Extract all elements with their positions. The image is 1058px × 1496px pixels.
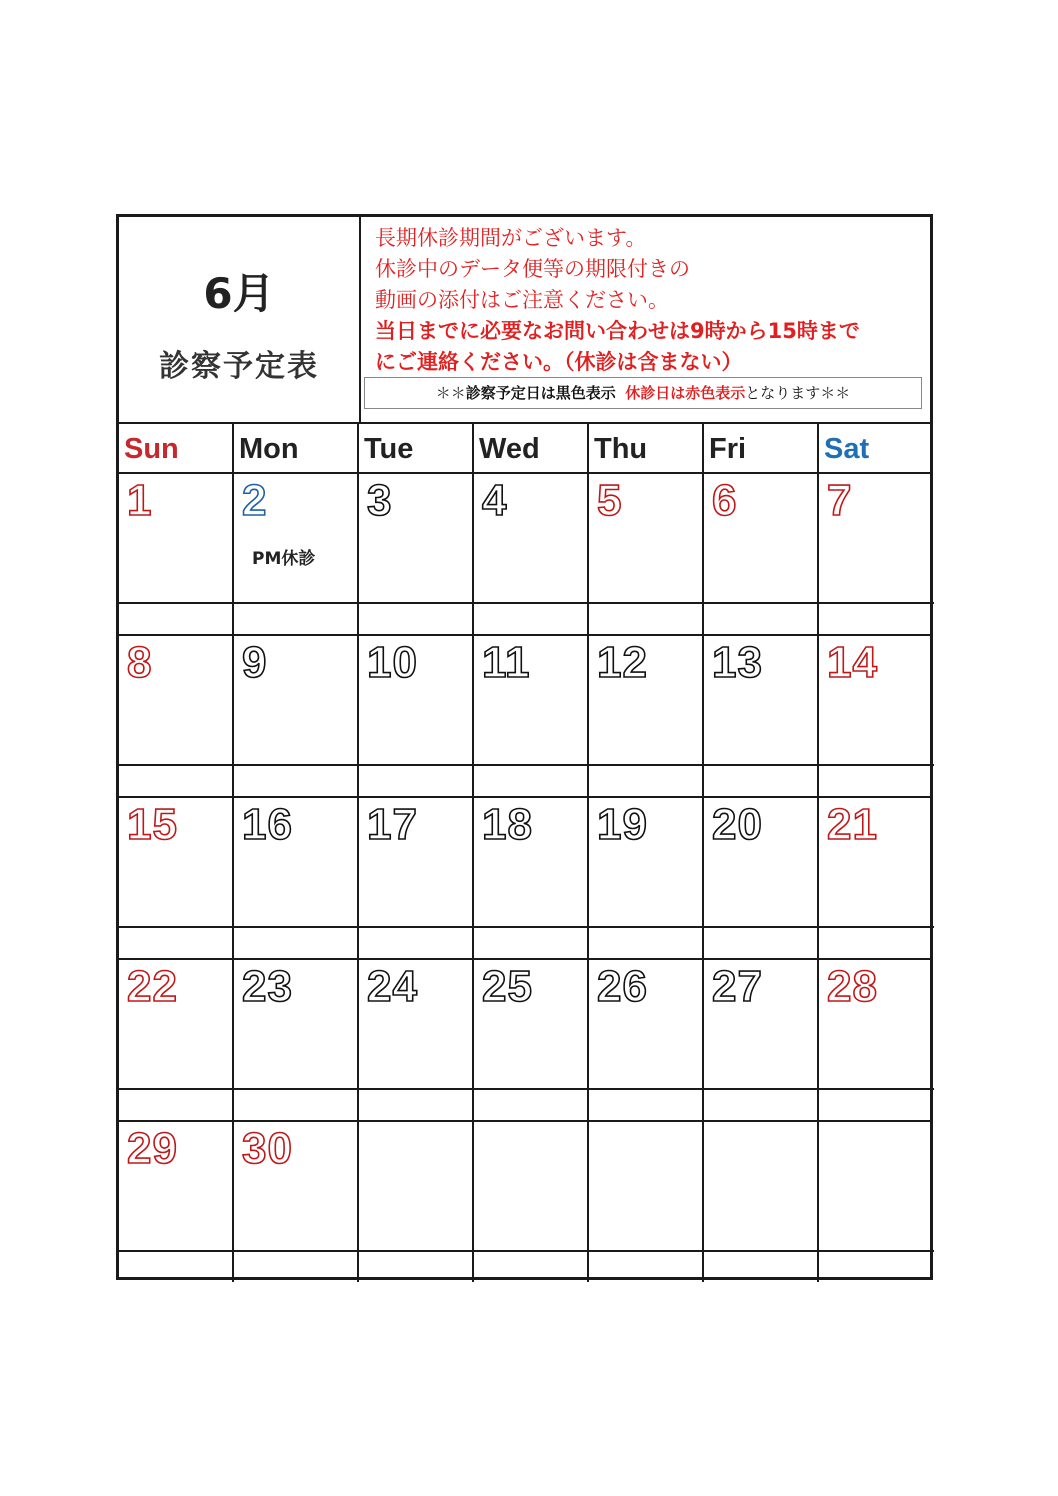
date-number: 2 [242, 476, 268, 525]
cell-footer-strip [474, 602, 587, 634]
cell-footer-strip [359, 764, 472, 796]
weekday-thu: Thu [589, 422, 704, 472]
cell-footer-strip [704, 1088, 817, 1120]
cell-footer-strip [589, 764, 702, 796]
notice-line: 当日までに必要なお問い合わせは9時から15時まで [375, 319, 860, 343]
weekday-mon: Mon [234, 422, 359, 472]
cell-footer-strip [359, 926, 472, 958]
date-number: 1 [127, 476, 153, 525]
date-number: 16 [242, 800, 293, 849]
cell-footer-strip [119, 926, 232, 958]
date-number: 17 [367, 800, 418, 849]
day-cell [234, 798, 359, 958]
color-legend [364, 377, 922, 409]
cell-footer-strip [589, 1250, 702, 1282]
day-cell [819, 636, 934, 796]
cell-footer-strip [234, 1088, 357, 1120]
day-cell [704, 636, 819, 796]
day-cell [119, 636, 234, 796]
legend-suffix: となります＊＊ [745, 384, 851, 402]
cell-footer-strip [819, 1088, 934, 1120]
day-cell [704, 1122, 819, 1282]
date-number: 15 [127, 800, 178, 849]
date-number: 18 [482, 800, 533, 849]
day-cell [474, 960, 589, 1120]
day-note: PM休診 [252, 549, 316, 569]
week-row [119, 634, 930, 796]
week-row [119, 796, 930, 958]
day-cell [474, 474, 589, 634]
weekday-wed: Wed [474, 422, 589, 472]
date-number: 14 [827, 638, 878, 687]
month-title: 6月 [203, 269, 275, 318]
title-box [119, 217, 361, 422]
date-number: 22 [127, 962, 178, 1011]
weekday-sat: Sat [824, 433, 870, 465]
day-cell [234, 474, 359, 634]
cell-footer-strip [234, 602, 357, 634]
schedule-subtitle: 診察予定表 [159, 349, 319, 384]
date-number: 3 [367, 476, 393, 525]
day-cell [474, 636, 589, 796]
day-cell [359, 636, 474, 796]
day-cell [819, 798, 934, 958]
date-number: 29 [127, 1124, 178, 1173]
day-cell [119, 798, 234, 958]
calendar [116, 214, 933, 1280]
cell-footer-strip [589, 602, 702, 634]
day-cell [359, 798, 474, 958]
day-cell [589, 798, 704, 958]
cell-footer-strip [589, 926, 702, 958]
day-cell [234, 1122, 359, 1282]
notice-line: 長期休診期間がございます。 [375, 226, 647, 250]
weekday-sun: Sun [119, 422, 234, 472]
legend-prefix: ＊＊ [435, 384, 466, 402]
week-row [119, 1120, 930, 1282]
day-cell [359, 1122, 474, 1282]
closure-notice [375, 223, 860, 378]
cell-footer-strip [819, 926, 934, 958]
day-cell [119, 960, 234, 1120]
day-cell [234, 960, 359, 1120]
notice-line: 動画の添付はご注意ください。 [375, 288, 669, 312]
date-number: 30 [242, 1124, 293, 1173]
date-number: 25 [482, 962, 533, 1011]
cell-footer-strip [359, 1250, 472, 1282]
day-cell [474, 798, 589, 958]
date-number: 24 [367, 962, 418, 1011]
day-cell [359, 474, 474, 634]
day-cell [704, 474, 819, 634]
day-cell [819, 474, 934, 634]
cell-footer-strip [119, 1250, 232, 1282]
day-cell [704, 798, 819, 958]
day-cell [359, 960, 474, 1120]
date-number: 8 [127, 638, 153, 687]
date-number: 26 [597, 962, 648, 1011]
cell-footer-strip [474, 764, 587, 796]
weekday-fri: Fri [704, 422, 819, 472]
notice-line: 休診中のデータ便等の期限付きの [375, 257, 690, 281]
legend-schedule: 診察予定日は黒色表示 [465, 384, 616, 402]
day-cell [589, 960, 704, 1120]
date-number: 7 [827, 476, 853, 525]
week-row [119, 472, 930, 634]
cell-footer-strip [234, 764, 357, 796]
cell-footer-strip [704, 602, 817, 634]
day-cell [589, 474, 704, 634]
cell-footer-strip [474, 1088, 587, 1120]
date-number: 6 [712, 476, 738, 525]
cell-footer-strip [119, 1088, 232, 1120]
date-number: 21 [827, 800, 878, 849]
cell-footer-strip [234, 1250, 357, 1282]
cell-footer-strip [819, 602, 934, 634]
cell-footer-strip [819, 764, 934, 796]
date-number: 5 [597, 476, 623, 525]
cell-footer-strip [704, 926, 817, 958]
cell-footer-strip [819, 1250, 934, 1282]
cell-footer-strip [234, 926, 357, 958]
date-number: 10 [367, 638, 418, 687]
day-cell [474, 1122, 589, 1282]
cell-footer-strip [474, 1250, 587, 1282]
day-cell [589, 636, 704, 796]
date-number: 28 [827, 962, 878, 1011]
cell-footer-strip [359, 1088, 472, 1120]
date-number: 9 [242, 638, 268, 687]
date-number: 27 [712, 962, 763, 1011]
notice-line: にご連絡ください。（休診は含まない） [375, 350, 743, 374]
day-cell [119, 474, 234, 634]
date-number: 11 [482, 638, 531, 687]
calendar-header [119, 217, 930, 424]
date-number: 19 [597, 800, 648, 849]
cell-footer-strip [119, 764, 232, 796]
cell-footer-strip [119, 602, 232, 634]
day-cell [589, 1122, 704, 1282]
cell-footer-strip [704, 764, 817, 796]
day-cell [234, 636, 359, 796]
cell-footer-strip [589, 1088, 702, 1120]
legend-holiday: 休診日は赤色表示 [625, 384, 746, 402]
cell-footer-strip [359, 602, 472, 634]
date-number: 12 [597, 638, 648, 687]
cell-footer-strip [704, 1250, 817, 1282]
day-cell [819, 960, 934, 1120]
weekday-tue: Tue [359, 422, 474, 472]
weekday-header [119, 422, 930, 472]
date-number: 20 [712, 800, 763, 849]
day-cell [119, 1122, 234, 1282]
day-cell [704, 960, 819, 1120]
cell-footer-strip [474, 926, 587, 958]
day-cell [819, 1122, 934, 1282]
date-number: 4 [482, 476, 508, 525]
date-number: 13 [712, 638, 763, 687]
date-number: 23 [242, 962, 293, 1011]
week-row [119, 958, 930, 1120]
